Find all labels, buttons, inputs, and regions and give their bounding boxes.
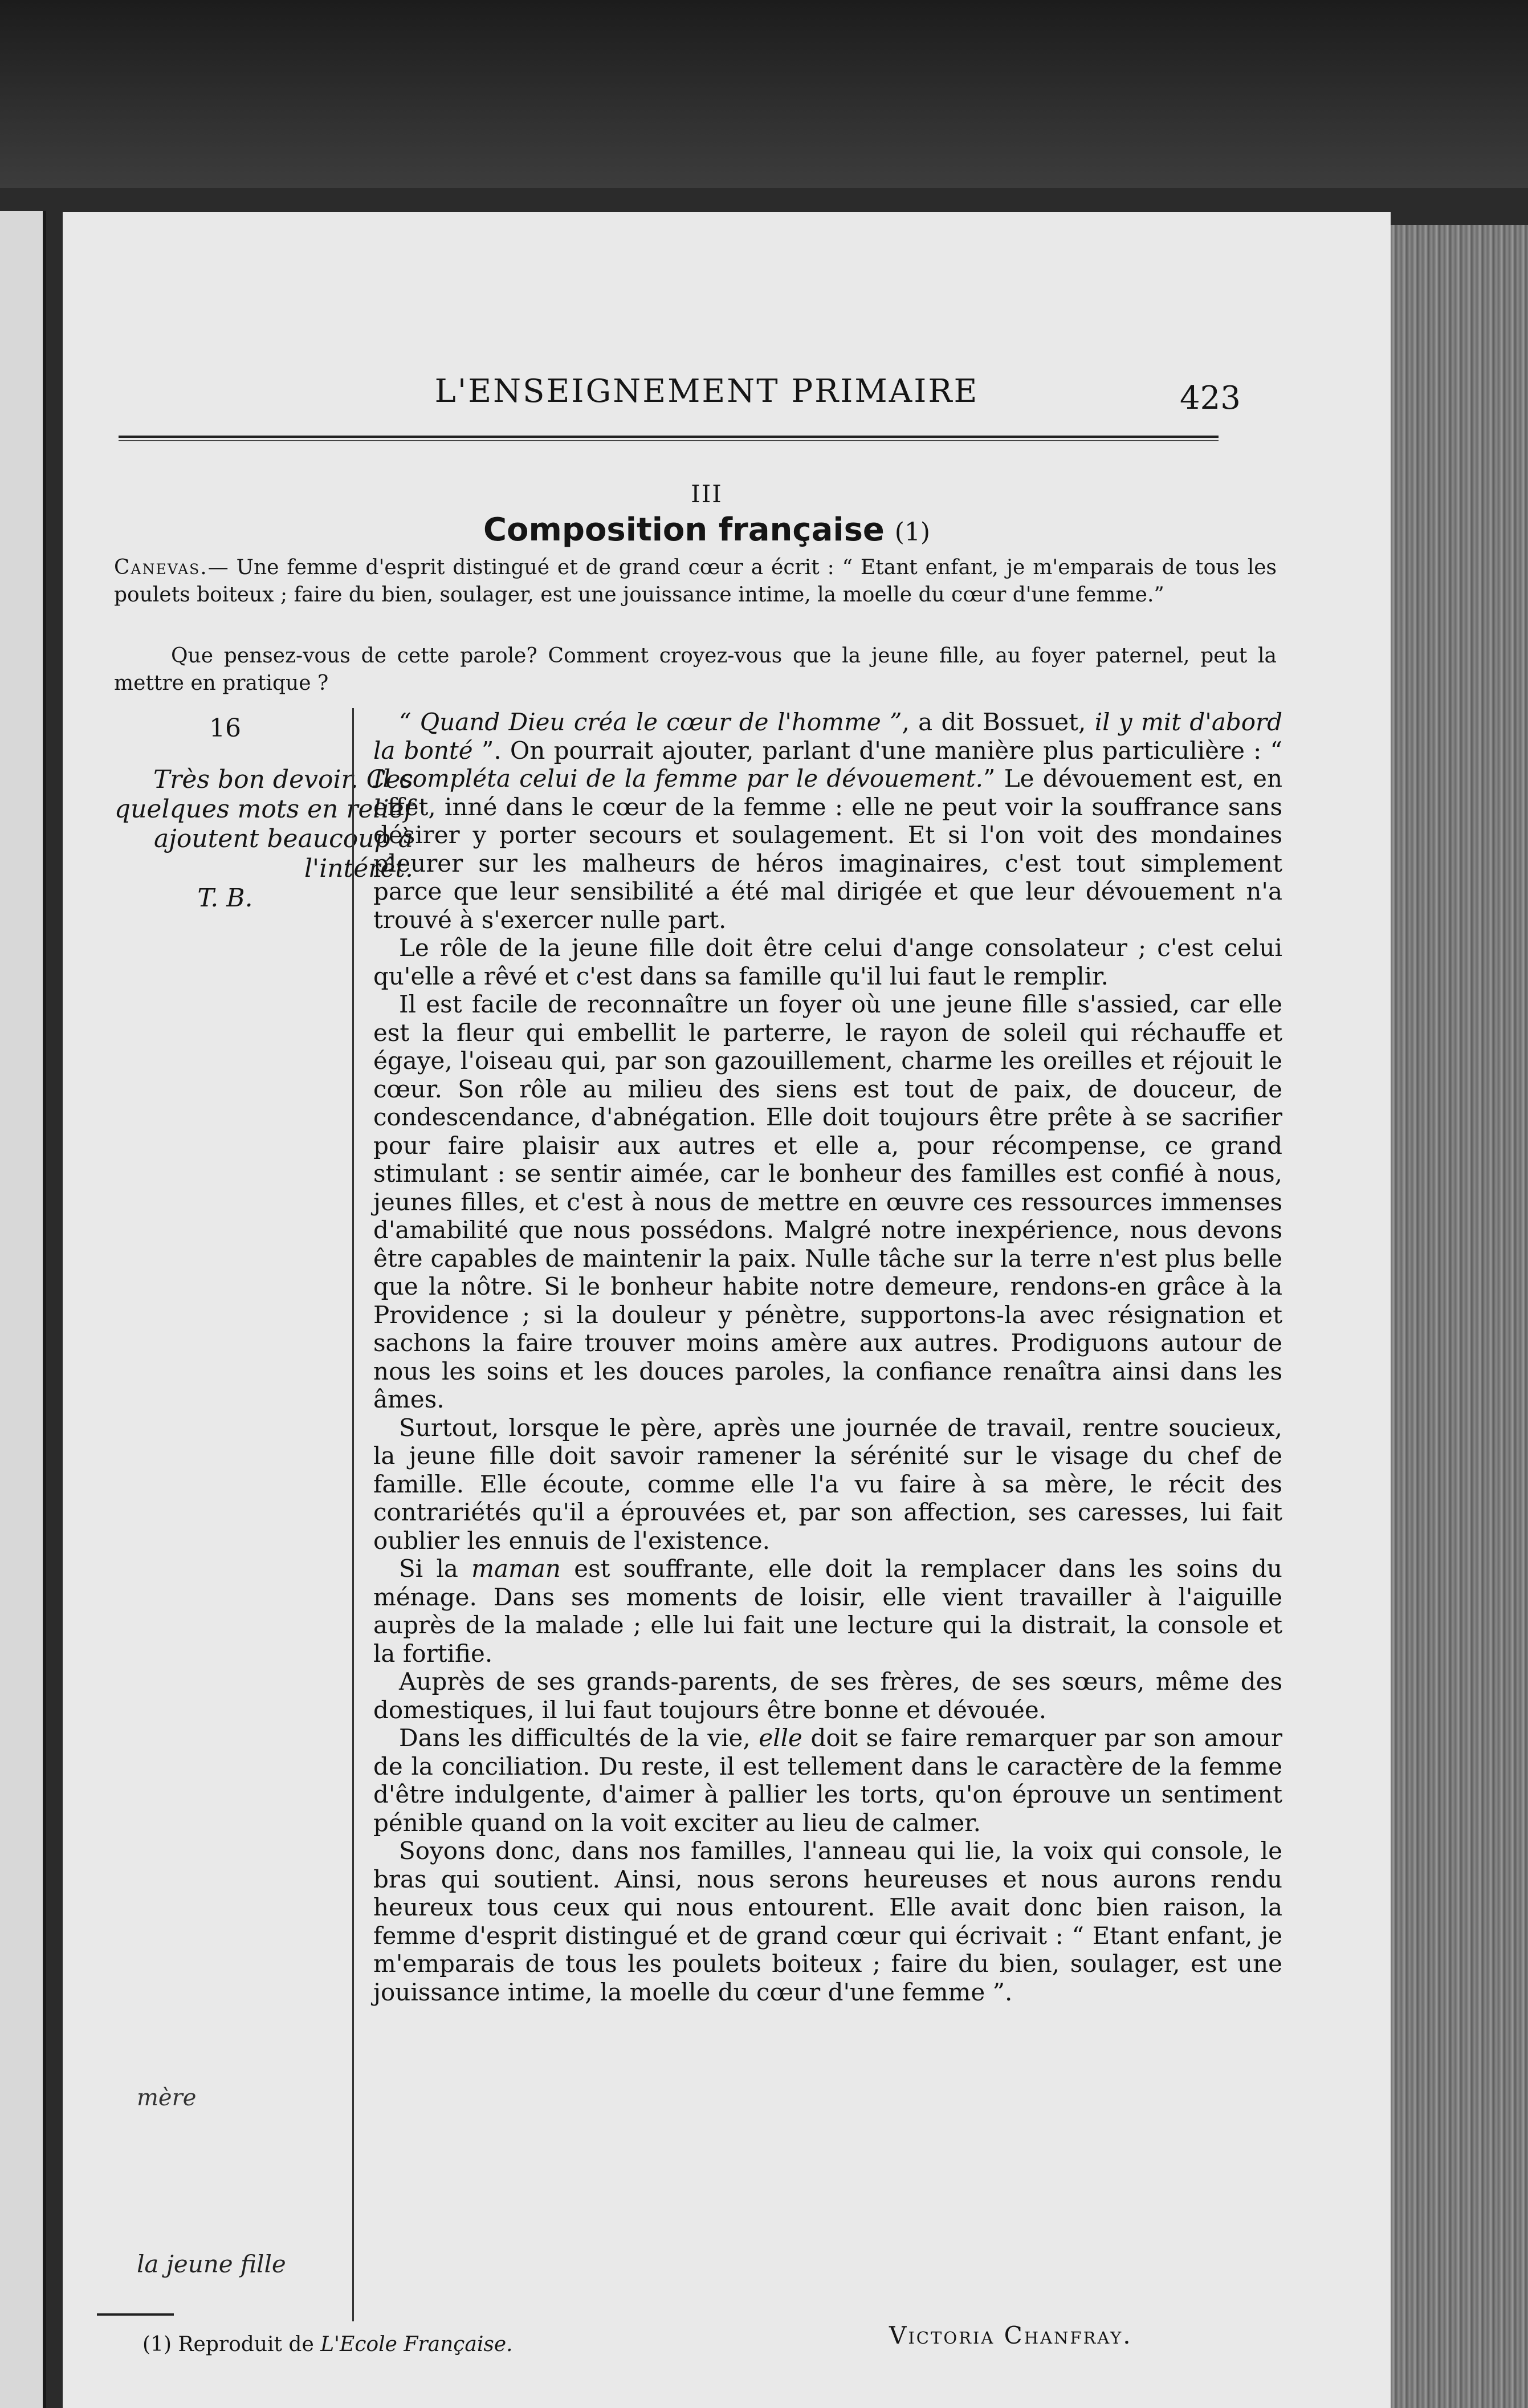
emphasis-maman: maman: [471, 1555, 561, 1583]
footnote: [142, 2333, 513, 2356]
section-title-text: Composition française: [483, 511, 885, 548]
margin-rule: [352, 708, 354, 2321]
teacher-appreciation: Très bon devoir. Ces quelques mots en relief ajoutent beaucoup à l'intérêt.: [114, 765, 413, 883]
running-head: [63, 373, 1391, 418]
margin-note-mere: mère: [137, 2085, 197, 2111]
footnote-source: L'Ecole Française.: [320, 2333, 513, 2356]
essay-paragraph: Soyons donc, dans nos familles, l'anneau qui lie, la voix qui console, le bras qui soutient. Ainsi, nous serons heureuses et nous aurons rendu heureux tous ceux qui nous entourent. Elle avait donc bien raison, la femme d'esprit distingué et de grand cœur qui écrivait : “ Etant enfant, je m'emparais de tous les poulets boiteux ; faire du bien, soulager, est une jouissance intime, la moelle du cœur d'une femme ”.: [373, 1837, 1282, 2006]
teacher-initials: T. B.: [197, 884, 253, 913]
footnote-prefix: (1) Reproduit de: [142, 2333, 321, 2356]
grade: 16: [209, 714, 241, 743]
quote-devouement: Il compléta celui de la femme par le dévouement.: [373, 764, 983, 792]
canevas-label: Canevas.: [114, 556, 208, 579]
essay-paragraph: Dans les difficultés de la vie, elle doit se faire remarquer par son amour de la conciliation. Du reste, il est tellement dans le caractère de la femme d'être indulgente, d'aimer à pallier les torts, qu'on éprouve un sentiment pénible quand on la voit exciter au lieu de calmer.: [373, 1724, 1282, 1837]
previous-page-edge: [0, 211, 46, 2408]
footnote-reference: (1): [894, 518, 931, 547]
canevas-question: Que pensez-vous de cette parole? Comment croyez-vous que la jeune fille, au foyer paternel, peut la mettre en pratique ?: [114, 644, 1277, 695]
quote-bossuet: “ Quand Dieu créa le cœur de l'homme ”: [399, 708, 902, 736]
quote-bonte: il y mit d'abord la bonté: [373, 708, 1283, 764]
essay-paragraph: Le rôle de la jeune fille doit être celui d'ange consolateur ; c'est celui qu'elle a rêvé et c'est dans sa famille qu'il lui faut le remplir.: [373, 934, 1282, 990]
author-signature: Victoria Chanfray.: [889, 2321, 1132, 2349]
essay-body: [373, 708, 1282, 2006]
book-page-edges: [1391, 225, 1528, 2408]
essay-paragraph: Si la maman est souffrante, elle doit la remplacer dans les soins du ménage. Dans ses moments de loisir, elle vient travailler à l'aiguille auprès de la malade ; elle lui fait une lecture qui la distrait, la console et la fortifie.: [373, 1555, 1282, 1667]
margin-note-jeune-fille: la jeune fille: [137, 2250, 286, 2278]
running-title: L'ENSEIGNEMENT PRIMAIRE: [434, 373, 979, 410]
footnote-rule: [97, 2313, 174, 2316]
canevas-paragraph: [114, 554, 1277, 609]
emphasis-elle: elle: [759, 1724, 802, 1752]
header-rule-thin: [119, 440, 1219, 441]
book-page: [63, 212, 1391, 2408]
essay-paragraph: Il est facile de reconnaître un foyer où une jeune fille s'assied, car elle est la fleur qui embellit le parterre, le rayon de soleil qui réchauffe et égaye, l'oiseau qui, par son gazouillement, charme les oreilles et réjouit le cœur. Son rôle au milieu des siens est tout de paix, de douceur, de condescendance, d'abnégation. Elle doit toujours être prête à se sacrifier pour faire plaisir aux autres et elle a, pour récompense, ce grand stimulant : se sentir aimée, car le bonheur des familles est confié à nous, jeunes filles, et c'est à nous de mettre en œuvre ces ressources immenses d'amabilité que nous possédons. Malgré notre inexpérience, nous devons être capables de maintenir la paix. Nulle tâche sur la terre n'est plus belle que la nôtre. Si le bonheur habite notre demeure, rendons-en grâce à la Providence ; si la douleur y pénètre, supportons-la avec résignation et sachons la faire trouver moins amère aux autres. Prodiguons autour de nous les soins et les douces paroles, la confiance renaîtra ainsi dans les âmes.: [373, 990, 1282, 1413]
header-rule: [119, 436, 1219, 438]
film-border: [0, 0, 1528, 188]
essay-paragraph: “ Quand Dieu créa le cœur de l'homme ”, a dit Bossuet, il y mit d'abord la bonté ”. On pourrait ajouter, parlant d'une manière plus particulière : “ Il compléta celui de la femme par le dévouement.” Le dévouement est, en effet, inné dans le cœur de la femme : elle ne peut voir la souffrance sans désirer y porter secours et soulagement. Et si l'on voit des mondaines pleurer sur les malheurs de héros imaginaires, c'est tout simplement parce que leur sensibilité a été mal dirigée et que leur dévouement n'a trouvé à s'exercer nulle part.: [373, 708, 1283, 934]
section-title: [63, 511, 1351, 548]
essay-paragraph: Auprès de ses grands-parents, de ses frères, de ses sœurs, même des domestiques, il lui faut toujours être bonne et dévouée.: [373, 1667, 1282, 1724]
essay-paragraph: Surtout, lorsque le père, après une journée de travail, rentre soucieux, la jeune fille doit savoir ramener la sérénité sur le visage du chef de famille. Elle écoute, comme elle l'a vu faire à sa mère, le récit des contrariétés qu'il a éprouvées et, par son affection, ses caresses, lui fait oublier les ennuis de l'existence.: [373, 1413, 1282, 1555]
page-number: 423: [1180, 380, 1241, 417]
section-number: III: [691, 480, 723, 508]
canevas-text: — Une femme d'esprit distingué et de grand cœur a écrit : “ Etant enfant, je m'emparais de tous les poulets boiteux ; faire du bien, soulager, est une jouissance intime, la moelle du cœur d'une femme.”: [114, 556, 1277, 607]
